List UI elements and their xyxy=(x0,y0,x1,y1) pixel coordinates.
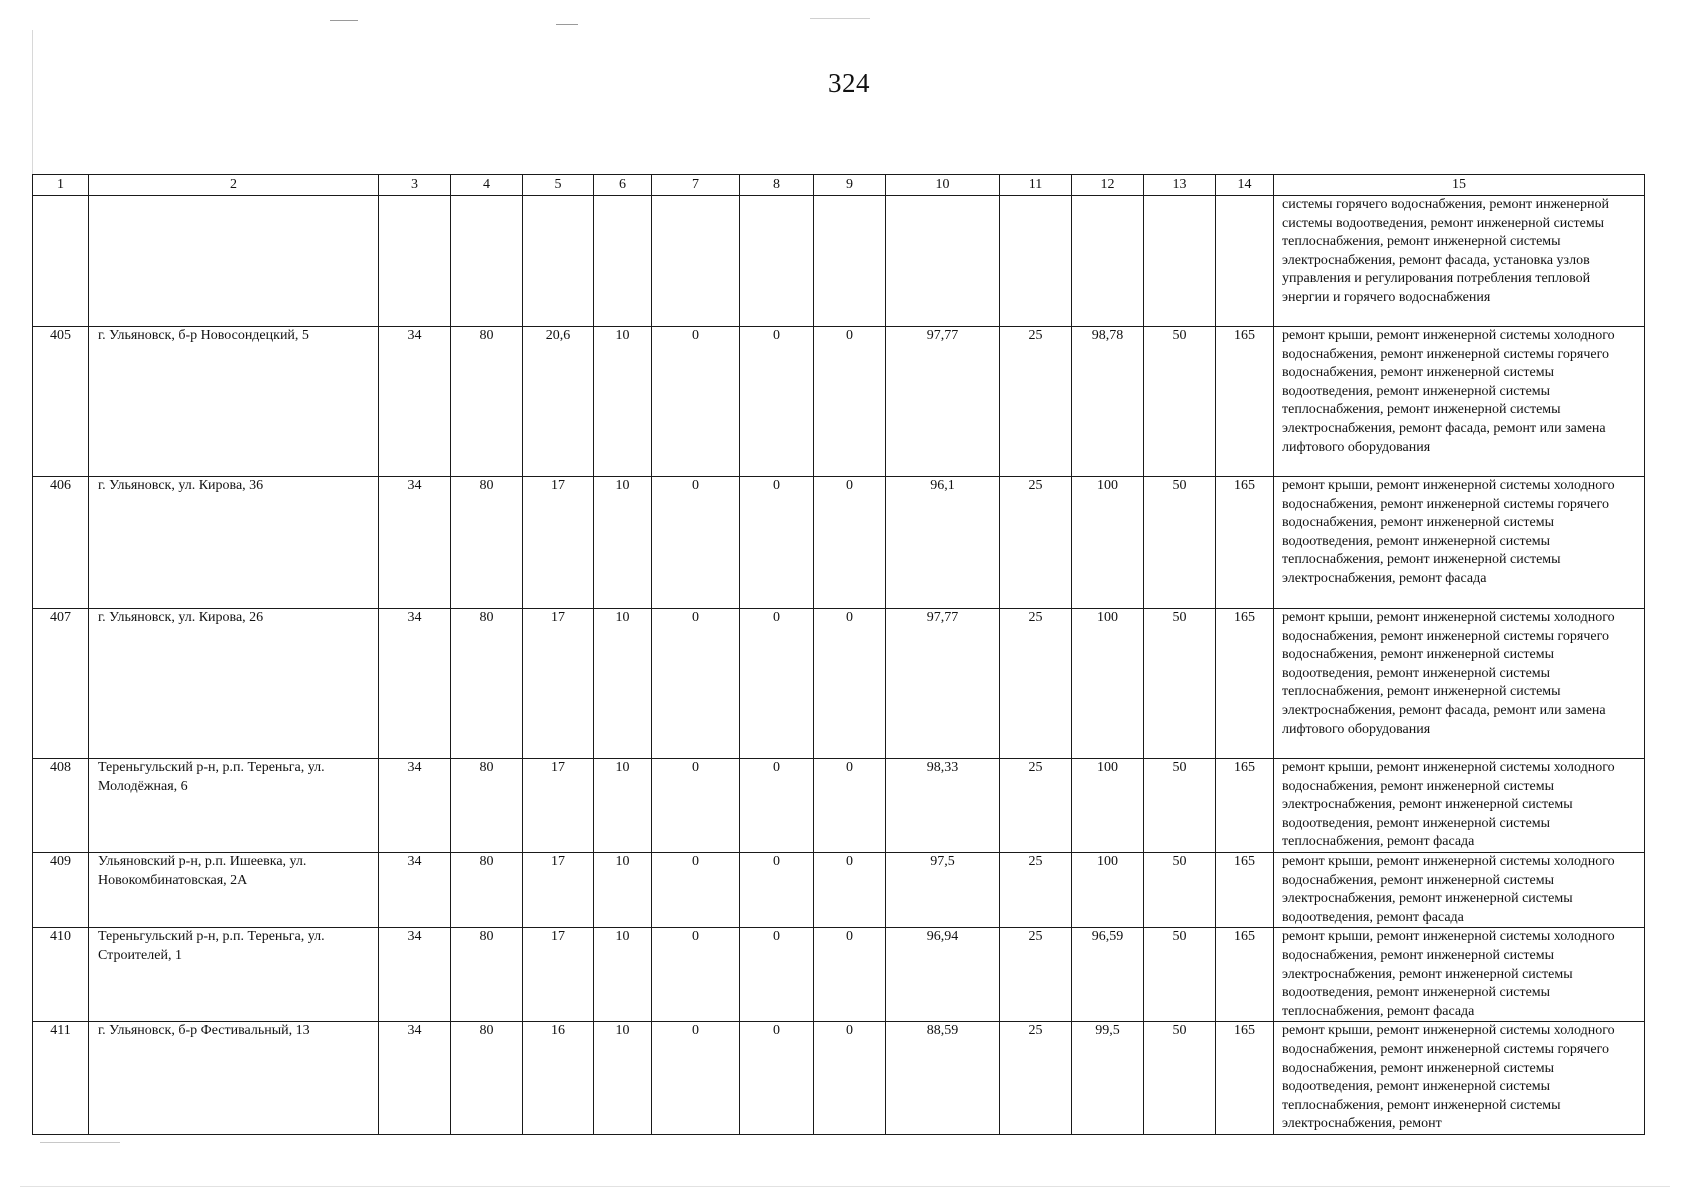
works-cell: ремонт крыши, ремонт инженерной системы холодного водоснабжения, ремонт инженерной системы горячего водоснабжения, ремонт инженерной системы водоотведения, ремонт инженерной системы теплоснабжения, ремонт инженерной системы электроснабжения, ремонт фасада, ремонт или замена лифтового оборудования xyxy=(1274,609,1645,759)
value-cell-8: 0 xyxy=(740,1022,814,1135)
value-cell-7: 0 xyxy=(652,609,740,759)
table-row xyxy=(33,759,1645,853)
value-cell-12: 98,78 xyxy=(1072,327,1144,477)
works-cell: системы горячего водоснабжения, ремонт инженерной системы водоотведения, ремонт инженерной системы теплоснабжения, ремонт инженерной системы электроснабжения, ремонт фасада, установка узлов управления и регулирования потребления тепловой энергии и горячего водоснабжения xyxy=(1274,196,1645,327)
value-cell-4: 80 xyxy=(451,759,523,853)
value-cell-7: 0 xyxy=(652,1022,740,1135)
scan-speck xyxy=(330,20,358,21)
value-cell-4: 80 xyxy=(451,853,523,928)
value-cell-7: 0 xyxy=(652,477,740,609)
works-cell: ремонт крыши, ремонт инженерной системы холодного водоснабжения, ремонт инженерной системы горячего водоснабжения, ремонт инженерной системы водоотведения, ремонт инженерной системы теплоснабжения, ремонт инженерной системы электроснабжения, ремонт фасада xyxy=(1274,477,1645,609)
value-cell-4: 80 xyxy=(451,477,523,609)
value-cell-14: 165 xyxy=(1216,477,1274,609)
value-cell-7: 0 xyxy=(652,928,740,1022)
value-cell-11: 25 xyxy=(1000,327,1072,477)
scan-speck xyxy=(810,18,870,19)
value-cell-4: 80 xyxy=(451,1022,523,1135)
works-cell: ремонт крыши, ремонт инженерной системы холодного водоснабжения, ремонт инженерной системы электроснабжения, ремонт инженерной системы водоотведения, ремонт инженерной системы теплоснабжения, ремонт фасада xyxy=(1274,928,1645,1022)
value-cell-3: 34 xyxy=(379,327,451,477)
column-header: 12 xyxy=(1072,175,1144,196)
address-cell: Ульяновский р-н, р.п. Ишеевка, ул. Новокомбинатовская, 2А xyxy=(89,853,379,928)
value-cell-5: 17 xyxy=(523,759,594,853)
row-number-cell: 410 xyxy=(33,928,89,1022)
value-cell-13: 50 xyxy=(1144,1022,1216,1135)
value-cell-12: 96,59 xyxy=(1072,928,1144,1022)
value-cell-5: 17 xyxy=(523,853,594,928)
value-cell-3: 34 xyxy=(379,853,451,928)
table-row xyxy=(33,928,1645,1022)
value-cell-9: 0 xyxy=(814,928,886,1022)
value-cell-11: 25 xyxy=(1000,477,1072,609)
value-cell-8: 0 xyxy=(740,928,814,1022)
value-cell-10: 98,33 xyxy=(886,759,1000,853)
value-cell-11: 25 xyxy=(1000,1022,1072,1135)
column-header: 1 xyxy=(33,175,89,196)
value-cell-12: 99,5 xyxy=(1072,1022,1144,1135)
value-cell-12: 100 xyxy=(1072,853,1144,928)
table-row xyxy=(33,477,1645,609)
value-cell-14: 165 xyxy=(1216,853,1274,928)
column-header: 3 xyxy=(379,175,451,196)
column-header: 5 xyxy=(523,175,594,196)
value-cell-8: 0 xyxy=(740,477,814,609)
table-row xyxy=(33,327,1645,477)
table-row xyxy=(33,853,1645,928)
value-cell-3: 34 xyxy=(379,928,451,1022)
address-cell: Тереньгульский р-н, р.п. Тереньга, ул. Молодёжная, 6 xyxy=(89,759,379,853)
row-number-cell: 409 xyxy=(33,853,89,928)
header-row xyxy=(33,175,1645,196)
address-cell: Тереньгульский р-н, р.п. Тереньга, ул. Строителей, 1 xyxy=(89,928,379,1022)
value-cell-10: 97,5 xyxy=(886,853,1000,928)
value-cell-5: 16 xyxy=(523,1022,594,1135)
value-cell-9: 0 xyxy=(814,327,886,477)
value-cell-13: 50 xyxy=(1144,853,1216,928)
row-number-cell: 405 xyxy=(33,327,89,477)
column-header: 14 xyxy=(1216,175,1274,196)
address-cell: г. Ульяновск, ул. Кирова, 36 xyxy=(89,477,379,609)
value-cell-3: 34 xyxy=(379,759,451,853)
value-cell-10: 96,1 xyxy=(886,477,1000,609)
column-header: 11 xyxy=(1000,175,1072,196)
value-cell-3: 34 xyxy=(379,1022,451,1135)
value-cell-9: 0 xyxy=(814,477,886,609)
value-cell-10: 97,77 xyxy=(886,327,1000,477)
value-cell-14: 165 xyxy=(1216,327,1274,477)
value-cell-5: 20,6 xyxy=(523,327,594,477)
value-cell-12: 100 xyxy=(1072,477,1144,609)
value-cell-7: 0 xyxy=(652,327,740,477)
value-cell-9: 0 xyxy=(814,853,886,928)
value-cell-5: 17 xyxy=(523,928,594,1022)
value-cell-5: 17 xyxy=(523,609,594,759)
address-cell: г. Ульяновск, б-р Новосондецкий, 5 xyxy=(89,327,379,477)
value-cell-8: 0 xyxy=(740,853,814,928)
works-cell: ремонт крыши, ремонт инженерной системы холодного водоснабжения, ремонт инженерной системы электроснабжения, ремонт инженерной системы водоотведения, ремонт инженерной системы теплоснабжения, ремонт фасада xyxy=(1274,759,1645,853)
row-number-cell: 406 xyxy=(33,477,89,609)
capital-repair-table xyxy=(32,174,1645,1135)
value-cell-13: 50 xyxy=(1144,477,1216,609)
value-cell-3: 34 xyxy=(379,477,451,609)
column-header: 15 xyxy=(1274,175,1645,196)
value-cell-11: 25 xyxy=(1000,609,1072,759)
value-cell-4: 80 xyxy=(451,327,523,477)
value-cell-9: 0 xyxy=(814,759,886,853)
works-cell: ремонт крыши, ремонт инженерной системы холодного водоснабжения, ремонт инженерной системы горячего водоснабжения, ремонт инженерной системы водоотведения, ремонт инженерной системы теплоснабжения, ремонт инженерной системы электроснабжения, ремонт фасада, ремонт или замена лифтового оборудования xyxy=(1274,327,1645,477)
row-number-cell: 411 xyxy=(33,1022,89,1135)
value-cell-5: 17 xyxy=(523,477,594,609)
table-row xyxy=(33,1022,1645,1135)
value-cell-9: 0 xyxy=(814,609,886,759)
column-header: 7 xyxy=(652,175,740,196)
value-cell-7: 0 xyxy=(652,853,740,928)
value-cell-14: 165 xyxy=(1216,928,1274,1022)
value-cell-8: 0 xyxy=(740,609,814,759)
scan-speck xyxy=(20,1186,1670,1187)
value-cell-6: 10 xyxy=(594,853,652,928)
column-header: 6 xyxy=(594,175,652,196)
value-cell-14: 165 xyxy=(1216,759,1274,853)
value-cell-11: 25 xyxy=(1000,759,1072,853)
value-cell-14: 165 xyxy=(1216,1022,1274,1135)
column-header: 13 xyxy=(1144,175,1216,196)
value-cell-11: 25 xyxy=(1000,928,1072,1022)
value-cell-6: 10 xyxy=(594,609,652,759)
value-cell-6: 10 xyxy=(594,928,652,1022)
scan-speck xyxy=(40,1142,120,1143)
value-cell-4: 80 xyxy=(451,609,523,759)
value-cell-10: 97,77 xyxy=(886,609,1000,759)
works-cell: ремонт крыши, ремонт инженерной системы холодного водоснабжения, ремонт инженерной системы электроснабжения, ремонт инженерной системы водоотведения, ремонт фасада xyxy=(1274,853,1645,928)
value-cell-11: 25 xyxy=(1000,853,1072,928)
value-cell-9: 0 xyxy=(814,1022,886,1135)
column-header: 4 xyxy=(451,175,523,196)
value-cell-3: 34 xyxy=(379,609,451,759)
value-cell-14: 165 xyxy=(1216,609,1274,759)
value-cell-10: 96,94 xyxy=(886,928,1000,1022)
value-cell-10: 88,59 xyxy=(886,1022,1000,1135)
value-cell-12: 100 xyxy=(1072,759,1144,853)
value-cell-4: 80 xyxy=(451,928,523,1022)
address-cell: г. Ульяновск, б-р Фестивальный, 13 xyxy=(89,1022,379,1135)
table-row xyxy=(33,609,1645,759)
value-cell-7: 0 xyxy=(652,759,740,853)
scan-speck xyxy=(556,24,578,25)
column-header: 8 xyxy=(740,175,814,196)
column-header: 2 xyxy=(89,175,379,196)
works-cell: ремонт крыши, ремонт инженерной системы холодного водоснабжения, ремонт инженерной системы горячего водоснабжения, ремонт инженерной системы водоотведения, ремонт инженерной системы теплоснабжения, ремонт инженерной системы электроснабжения, ремонт xyxy=(1274,1022,1645,1135)
value-cell-13: 50 xyxy=(1144,609,1216,759)
column-header: 9 xyxy=(814,175,886,196)
row-number-cell: 408 xyxy=(33,759,89,853)
value-cell-8: 0 xyxy=(740,759,814,853)
value-cell-6: 10 xyxy=(594,1022,652,1135)
value-cell-12: 100 xyxy=(1072,609,1144,759)
value-cell-13: 50 xyxy=(1144,327,1216,477)
value-cell-6: 10 xyxy=(594,327,652,477)
row-number-cell: 407 xyxy=(33,609,89,759)
value-cell-6: 10 xyxy=(594,477,652,609)
address-cell: г. Ульяновск, ул. Кирова, 26 xyxy=(89,609,379,759)
value-cell-8: 0 xyxy=(740,327,814,477)
column-header: 10 xyxy=(886,175,1000,196)
value-cell-13: 50 xyxy=(1144,759,1216,853)
value-cell-6: 10 xyxy=(594,759,652,853)
value-cell-13: 50 xyxy=(1144,928,1216,1022)
continuation-row xyxy=(33,196,1645,327)
page-number: 324 xyxy=(828,68,870,98)
